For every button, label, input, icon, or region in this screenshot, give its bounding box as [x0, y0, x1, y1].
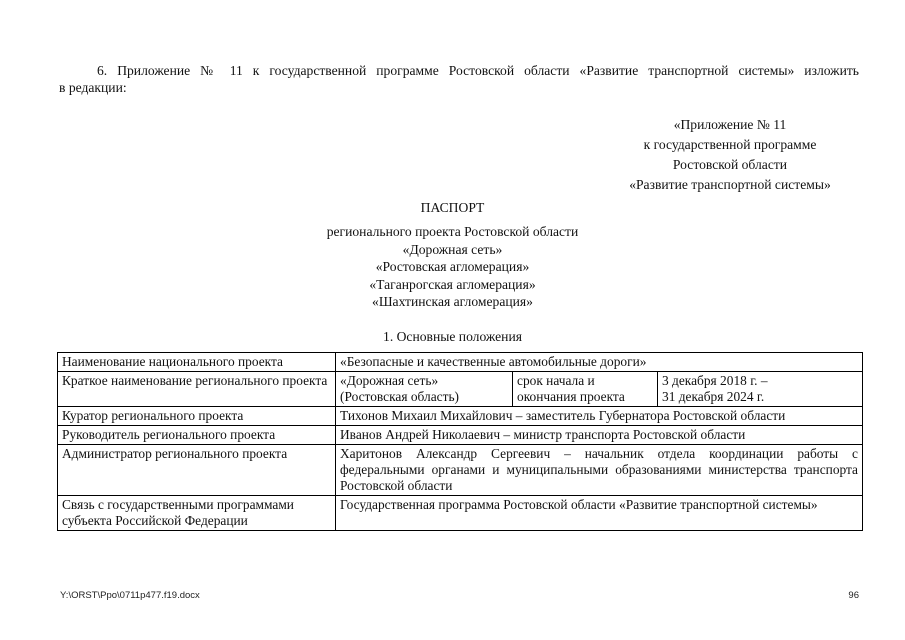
- term-value: [658, 372, 863, 407]
- project-line: «Дорожная сеть»: [402, 241, 503, 257]
- short-name-value-line: (Ростовская область): [340, 389, 460, 404]
- table-row: [58, 445, 863, 496]
- national-project-value: «Безопасные и качественные автомобильные дороги»: [336, 353, 863, 372]
- project-line: «Шахтинская агломерация»: [372, 294, 533, 309]
- program-link-label: Связь с государственными программами субъекта Российской Федерации: [58, 496, 336, 531]
- program-link-value: Государственная программа Ростовской области «Развитие транспортной системы»: [336, 496, 863, 531]
- short-name-value: [336, 372, 513, 407]
- term-value-line: 31 декабря 2024 г.: [662, 389, 765, 404]
- appendix-line: «Развитие транспортной системы»: [629, 177, 831, 192]
- term-label: срок начала и окончания проекта: [513, 372, 658, 407]
- appendix-line: к государственной программе: [643, 137, 817, 152]
- head-label: Руководитель регионального проекта: [58, 426, 336, 445]
- footer-file-path: Y:\ORST\Ppo\0711p477.f19.docx: [60, 590, 200, 601]
- appendix-heading: [600, 115, 860, 195]
- project-line: регионального проекта Ростовской области: [326, 224, 579, 239]
- national-project-label: Наименование национального проекта: [58, 353, 336, 372]
- intro-line-1: 6. Приложение № 11 к государственной программе Ростовской области «Развитие транспортной системы» изложить: [97, 63, 859, 78]
- admin-label: Администратор регионального проекта: [58, 445, 336, 496]
- table-row: [58, 426, 863, 445]
- curator-label: Куратор регионального проекта: [58, 407, 336, 426]
- table-row: [58, 353, 863, 372]
- term-value-line: 3 декабря 2018 г. –: [662, 373, 768, 388]
- curator-value: Тихонов Михаил Михайлович – заместитель Губернатора Ростовской области: [336, 407, 863, 426]
- short-name-label: Краткое наименование регионального проекта: [58, 372, 336, 407]
- project-name-block: [0, 223, 905, 311]
- intro-paragraph: [59, 62, 859, 96]
- table-row: [58, 372, 863, 407]
- project-line: «Ростовская агломерация»: [375, 259, 530, 274]
- short-name-value-line: «Дорожная сеть»: [340, 373, 439, 388]
- intro-line-2: в редакции:: [59, 80, 127, 95]
- table-row: [58, 407, 863, 426]
- page-number: 96: [848, 590, 859, 601]
- table-row: [58, 496, 863, 531]
- appendix-line: «Приложение № 11: [673, 117, 787, 132]
- appendix-line: Ростовской области: [672, 157, 788, 172]
- head-value: Иванов Андрей Николаевич – министр транспорта Ростовской области: [336, 426, 863, 445]
- project-line: «Таганрогская агломерация»: [369, 276, 536, 292]
- section-title: 1. Основные положения: [383, 329, 522, 344]
- passport-title: ПАСПОРТ: [420, 200, 485, 215]
- passport-table: [57, 352, 863, 531]
- admin-value: Харитонов Александр Сергеевич – начальник отдела координации работы с федеральными органами и муниципальными образованиями министерства транспорта Ростовской области: [336, 445, 863, 496]
